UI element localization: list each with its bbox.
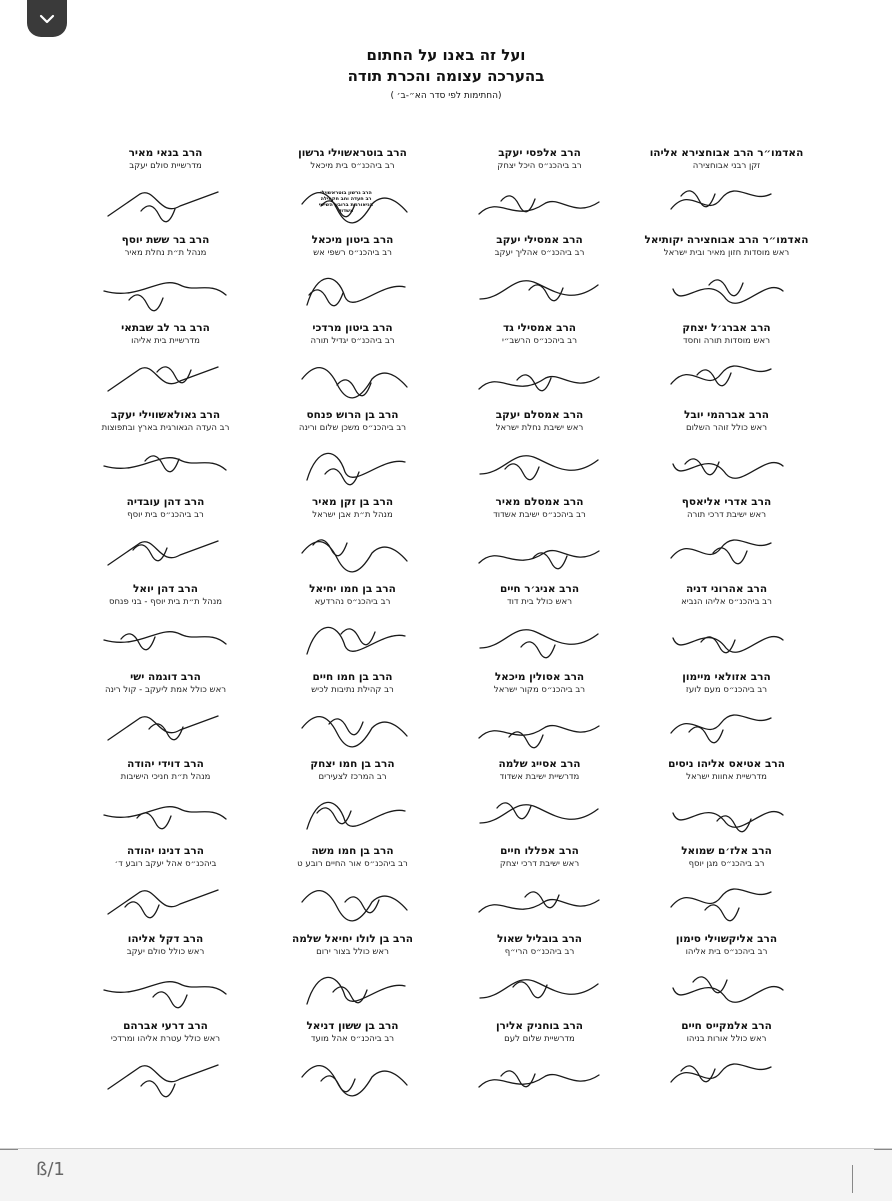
signatory-name: הרב בן חמו יחיאל: [309, 583, 396, 596]
signatory-role: רב ביהכנ״ס ישיבת אשדוד: [493, 510, 586, 521]
signatory-role: רב העדה הגאורגית בארץ ובתפוצות: [101, 422, 230, 433]
signatory-name: הרב אלפסי יעקב: [498, 147, 581, 159]
handwritten-signature: [474, 349, 604, 404]
signatory-cell: [446, 146, 633, 233]
signatory-role: רב ביהכנ״ס בית אליהו: [685, 946, 768, 957]
signatory-role: ראש כולל אמת ליעקב - קול רינה: [104, 684, 227, 695]
signatory-name: הרב בן חמו משה: [311, 845, 394, 858]
header-note: (החתימות לפי סדר הא״-ב׳ ): [390, 91, 502, 101]
signatory-name: הרב אניג׳ר חיים: [499, 583, 580, 596]
signatory-cell: [446, 233, 633, 320]
stamp-line: רב חעדה וחב חקחילה: [320, 196, 372, 202]
signatory-name: הרב אטיאס אליהו ניסים: [668, 758, 785, 771]
signatory-role: רב ביהכנ״ס מקור ישראל: [493, 684, 586, 695]
signatory-role: רב ביהכנ״ס הרשב״י: [501, 335, 578, 346]
handwritten-signature: [661, 436, 791, 491]
signatory-role: מנהל ת״ת בית יוסף - בני פנחס: [108, 597, 223, 608]
signatory-cell: [72, 757, 259, 844]
signatory-role: ביהכנ״ס אהל יעקב רובע ד׳: [114, 859, 217, 870]
signatory-cell: [446, 582, 633, 669]
handwritten-signature: [287, 872, 417, 927]
signatory-role: מדרשיית שלום לעם: [504, 1033, 575, 1044]
signatory-name: הרב אסייג שלמה: [498, 758, 581, 771]
signatory-name: הרב דהן עובדיה: [126, 496, 205, 509]
signatory-cell: [446, 408, 633, 495]
signatory-name: הרב אמסילי יעקב: [496, 234, 583, 247]
divider-right: [874, 1149, 892, 1150]
signatory-role: מנהל ת״ת אבן ישראל: [312, 510, 393, 521]
signatory-role: מדרשיית בית אליהו: [131, 335, 200, 346]
signatory-name: האדמו״ר הרב אבוחצירא אליהו: [649, 147, 804, 159]
handwritten-signature: [287, 436, 417, 491]
signatory-role: ראש כולל סולם יעקב: [126, 946, 205, 957]
signatory-cell: [259, 495, 446, 582]
signatory-cell: [446, 495, 633, 582]
signatory-cell: [259, 844, 446, 931]
signatory-role: רב ביהכנ״ס אליהו הנביא: [681, 597, 772, 608]
handwritten-signature: [100, 523, 230, 578]
handwritten-signature: [474, 1047, 604, 1102]
stamp-line: הרב גרשון בוטראשוילי: [320, 190, 372, 196]
handwritten-signature: [661, 960, 791, 1015]
handwritten-signature: [100, 610, 230, 665]
handwritten-signature: [474, 698, 604, 753]
signatory-cell: [72, 495, 259, 582]
signatory-role: ראש ישיבת דרכי יצחק: [499, 859, 580, 870]
signatory-role: רב קהילת נתיבות לכיש: [311, 684, 394, 695]
handwritten-signature: [661, 872, 791, 927]
signatory-role: רב ביהכנ״ס היכל יצחק: [497, 161, 582, 171]
signatory-name: הרב גאולאשווילי יעקב: [110, 408, 221, 421]
handwritten-signature: [287, 785, 417, 840]
signatory-name: הרב בן הרוש פנחס: [306, 408, 399, 421]
handwritten-signature: [287, 523, 417, 578]
signatory-role: ראש כולל זוהר השלום: [685, 422, 768, 433]
handwritten-signature: [474, 872, 604, 927]
signatory-cell: [633, 495, 820, 582]
signatory-cell: [259, 233, 446, 320]
handwritten-signature: [100, 872, 230, 927]
signatory-cell: [72, 844, 259, 931]
signatory-name: הרב אברהמי יובל: [684, 408, 769, 421]
signatory-name: הרב דוגמה ישי: [130, 670, 201, 683]
signatory-cell: [633, 844, 820, 931]
signatory-name: הרב אלמקייס חיים: [681, 1019, 772, 1032]
signatory-cell: [446, 670, 633, 757]
handwritten-signature: [100, 698, 230, 753]
signatory-name: הרב אפללו חיים: [500, 845, 579, 858]
handwritten-signature: [100, 960, 230, 1015]
signatory-name: האדמו״ר הרב אבוחצירה יקותיאל: [644, 234, 809, 247]
signatory-cell: [633, 757, 820, 844]
signatory-role: רב ביהכנ״ס אהליך יעקב: [494, 248, 585, 259]
signatory-cell: [633, 932, 820, 1019]
signatory-role: רב ביהכנ״ס מגן יוסף: [688, 859, 765, 870]
signatory-role: מדרשיית סולם יעקב: [129, 161, 202, 171]
signatory-cell: [72, 321, 259, 408]
signatory-name: הרב אמסלם יעקב: [495, 408, 584, 421]
signatory-role: ראש מוסדות חזון מאיר ובית ישראל: [663, 248, 790, 259]
handwritten-signature: [661, 349, 791, 404]
signatory-cell: [446, 757, 633, 844]
signatory-role: רב ביהכנ״ס מעם לועז: [685, 684, 768, 695]
signatory-name: הרב אלז׳ם שמואל: [681, 845, 772, 858]
signatory-name: הרב אברג׳ל יצחק: [682, 321, 771, 334]
handwritten-signature: [100, 1047, 230, 1102]
signatory-cell: [259, 146, 446, 233]
handwritten-signature: [474, 174, 604, 229]
signatory-name: הרב בן חמו חיים: [312, 670, 393, 683]
signatory-name: הרב אדרי אליאסף: [681, 496, 772, 509]
signatory-role: ראש מוסדות תורה וחסד: [682, 335, 771, 346]
signatory-cell: [72, 670, 259, 757]
signatory-cell: [633, 1019, 820, 1106]
signatory-name: הרב בן זקן מאיר: [311, 496, 394, 509]
signatory-name: הרב בר לב שבתאי: [121, 321, 210, 334]
signatory-name: הרב אליקשוילי סימון: [675, 932, 778, 945]
signatory-cell: [633, 146, 820, 233]
signatory-cell: [259, 932, 446, 1019]
header-title: ועל זה באנו על החתום: [366, 46, 526, 64]
signatory-cell: [259, 321, 446, 408]
signatory-name: הרב דנינו יהודה: [127, 845, 204, 858]
signatories-grid: [72, 146, 820, 1106]
signatory-name: הרב בר ששת יוסף: [121, 234, 210, 247]
signatory-name: הרב בן ששון דניאל: [306, 1019, 399, 1032]
scroll-marker: [852, 1165, 853, 1193]
signatory-role: רב ביהכנ״ס יגדיל תורה: [310, 335, 395, 346]
handwritten-signature: [474, 610, 604, 665]
signatory-role: מנהל ת״ת חניכי הישיבות: [120, 772, 211, 783]
signatory-cell: [633, 582, 820, 669]
signatory-name: הרב ביטון מיכאל: [311, 234, 394, 247]
signatory-cell: [446, 321, 633, 408]
signatory-cell: [259, 408, 446, 495]
signatory-name: הרב אזולאי מיימון: [682, 670, 771, 683]
handwritten-signature: [661, 1047, 791, 1102]
handwritten-signature: [474, 523, 604, 578]
handwritten-signature: [661, 698, 791, 753]
signatory-role: ראש כולל עטרת אליהו ומרדכי: [110, 1033, 221, 1044]
signatory-name: הרב אמסילי גד: [502, 321, 577, 334]
handwritten-signature: [100, 261, 230, 316]
stamp-line: הגיאורגית ברובע השישי: [318, 202, 374, 208]
handwritten-signature: [661, 174, 791, 229]
handwritten-signature: [661, 523, 791, 578]
signatory-cell: [633, 233, 820, 320]
handwritten-signature: [661, 261, 791, 316]
signatory-cell: [259, 670, 446, 757]
signatory-role: רב ביהכנ״ס אור החיים רובע ט: [297, 859, 408, 870]
handwritten-signature: [287, 349, 417, 404]
signatory-name: הרב דרעי אברהם: [123, 1019, 208, 1032]
signatory-role: זקן רבני אבוחצירה: [692, 161, 761, 171]
signatory-name: הרב בוחניק אלירן: [495, 1019, 584, 1032]
signatory-role: רב ביהכנ״ס רשפי אש: [313, 248, 392, 259]
signatory-name: הרב ביטון מרדכי: [312, 321, 393, 334]
handwritten-signature: [100, 349, 230, 404]
signatory-role: רב ביהכנ״ס בית מיכאל: [310, 161, 395, 171]
signatory-cell: [446, 932, 633, 1019]
signatory-role: ראש ישיבת נחלת ישראל: [495, 422, 584, 433]
handwritten-signature: [661, 785, 791, 840]
signatory-role: רב ביהכנ״ס משכן שלום ורינה: [298, 422, 407, 433]
signatory-cell: [259, 582, 446, 669]
signatory-role: רב ביהכנ״ס הרי״ף: [504, 946, 575, 957]
signatory-role: ראש כולל בצור ירום: [316, 946, 389, 957]
signatory-role: מנהל ת״ת נחלת מאיר: [124, 248, 207, 259]
signatory-name: הרב אסולין מיכאל: [494, 670, 585, 683]
signatory-role: רב ביהכנ״ס אהל מועד: [310, 1033, 395, 1044]
signatory-role: מדרשיית אחוות ישראל: [686, 772, 767, 783]
signatory-name: הרב בן חמו יצחק: [310, 758, 395, 771]
handwritten-signature: [100, 436, 230, 491]
signatory-name: הרב בנאי מאיר: [128, 147, 203, 159]
handwritten-signature: [287, 1047, 417, 1102]
signatory-cell: [72, 1019, 259, 1106]
signatory-role: רב המרכז לצעירים: [318, 772, 387, 783]
viewer-footer: [0, 1148, 892, 1201]
chevron-down-icon: [39, 14, 55, 24]
signatory-name: הרב אהרוני דניה: [685, 583, 768, 596]
signatory-role: ראש כולל בית דוד: [506, 597, 573, 608]
signatory-role: ראש כולל אורות בניהו: [686, 1033, 767, 1044]
header-subtitle: בהערכה עצומה והכרת תודה: [347, 67, 545, 85]
document-header: [0, 44, 892, 104]
handwritten-signature: [100, 785, 230, 840]
handwritten-signature: [287, 960, 417, 1015]
stamp-line: אשדוד: [338, 208, 354, 214]
signatory-cell: [72, 408, 259, 495]
signatory-role: רב ביהכנ״ס נהרדעא: [314, 597, 391, 608]
signatory-role: רב ביהכנ״ס בית יוסף: [127, 510, 204, 521]
signatory-cell: [633, 408, 820, 495]
signatory-role: מדרשיית ישיבת אשדוד: [499, 772, 580, 783]
handwritten-signature: [474, 960, 604, 1015]
signatory-name: הרב בובליל שאול: [496, 932, 583, 945]
divider-left: [0, 1149, 18, 1150]
page-indicator: ß/1: [36, 1159, 65, 1180]
rabbinical-stamp: [291, 190, 401, 214]
handwritten-signature: [100, 174, 230, 229]
signatory-cell: [633, 321, 820, 408]
signatory-cell: [633, 670, 820, 757]
handwritten-signature: [287, 261, 417, 316]
signatory-cell: [259, 757, 446, 844]
signatory-name: הרב בן לולו יחיאל שלמה: [291, 932, 413, 945]
signatory-cell: [446, 1019, 633, 1106]
signatory-name: הרב אמסלם מאיר: [495, 496, 584, 509]
signatory-cell: [72, 582, 259, 669]
collapse-toggle-button[interactable]: [27, 0, 67, 37]
signatory-cell: [72, 932, 259, 1019]
signatory-cell: [259, 1019, 446, 1106]
handwritten-signature: [474, 785, 604, 840]
signatory-name: הרב בוטראשוילי גרשון: [298, 147, 407, 159]
signatory-name: הרב דקל אליהו: [127, 932, 204, 945]
handwritten-signature: [287, 698, 417, 753]
handwritten-signature: [474, 261, 604, 316]
signatory-cell: [446, 844, 633, 931]
signatory-cell: [72, 146, 259, 233]
handwritten-signature: [287, 610, 417, 665]
signatory-name: הרב דהן יואל: [133, 583, 198, 596]
signatory-role: ראש ישיבת דרכי תורה: [686, 510, 767, 521]
signatory-cell: [72, 233, 259, 320]
handwritten-signature: [661, 610, 791, 665]
handwritten-signature: [474, 436, 604, 491]
signatory-name: הרב דוידי יהודה: [127, 758, 204, 771]
